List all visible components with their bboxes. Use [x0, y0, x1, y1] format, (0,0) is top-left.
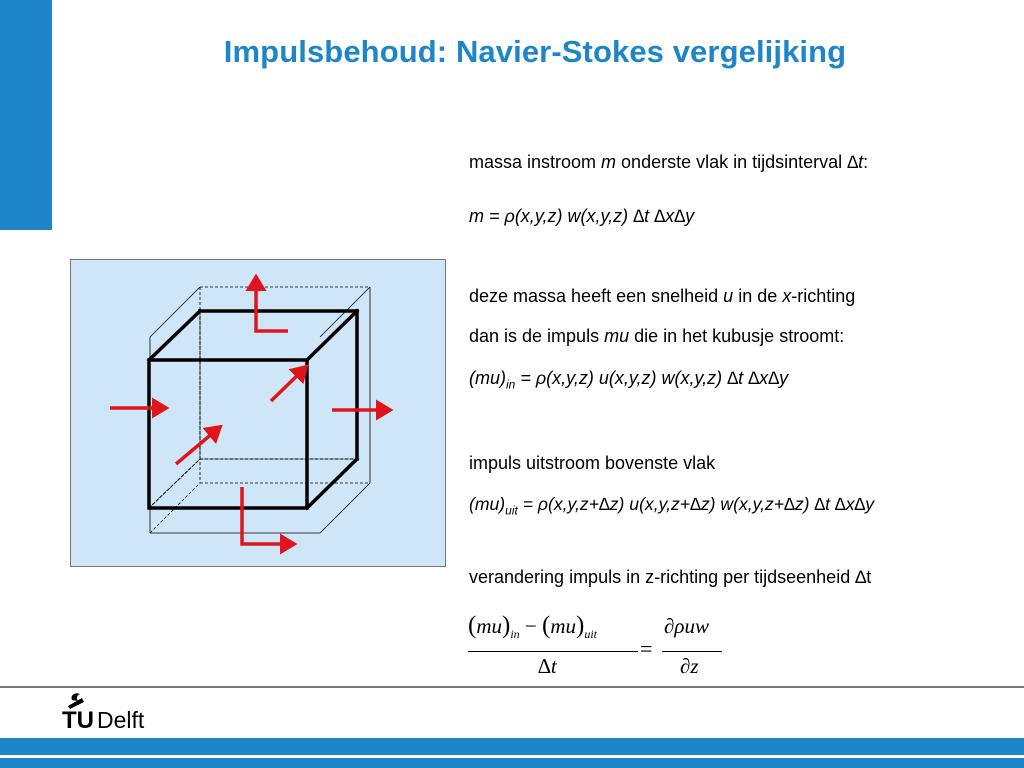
- fraction-bar-left: [468, 651, 638, 652]
- bottom-stripe: [0, 755, 1024, 758]
- fraction-bar-right: [662, 651, 722, 652]
- impulse-out-formula: $(mu)_{uit} = \rho(x,y,z+\Delta z)$ u(x,y,z+∆z) w(x,y,z+∆z) ∆t ∆x∆y: [469, 494, 875, 518]
- tudelft-logo-mark: [62, 692, 172, 736]
- equals-sign: =: [640, 636, 653, 661]
- page-title: Impulsbehoud: Navier-Stokes vergelijking: [223, 34, 847, 69]
- difference-equation: [466, 612, 746, 682]
- text-mass-inflow: massa instroom m onderste vlak in tijdsinterval ∆t:: [469, 152, 869, 172]
- figure-background: [71, 260, 446, 567]
- text-impulse-in: dan is de impuls mu die in het kubusje stroomt:: [469, 326, 845, 346]
- numerator-right: ∂ρuw: [664, 614, 709, 638]
- cube-figure: [70, 259, 446, 567]
- footer-divider: [0, 686, 1024, 688]
- bottom-accent-bar: [0, 738, 1024, 768]
- text-impulse-change: verandering impuls in z-richting per tijdseenheid ∆t: [469, 567, 872, 587]
- denominator-left: ∆t: [538, 654, 557, 678]
- tudelft-logo: [62, 692, 172, 736]
- denominator-right: ∂z: [680, 654, 699, 678]
- numerator-left: $(mu)_{in} - (mu)_{uit}$: [468, 612, 598, 642]
- mass-formula: m = ρ(x,y,z) w(x,y,z) ∆t ∆x∆y: [469, 206, 695, 226]
- text-velocity: deze massa heeft een snelheid u in de x-richting: [469, 286, 856, 306]
- cube-diagram: [70, 259, 446, 567]
- logo-tu: TU: [62, 707, 94, 734]
- logo-delft: Delft: [97, 707, 145, 733]
- impulse-in-formula: $(mu)_{in} = \rho(x,y,z)$ u(x,y,z) w(x,y,z) ∆t ∆x∆y: [469, 368, 789, 392]
- text-impulse-out: impuls uitstroom bovenste vlak: [469, 453, 716, 473]
